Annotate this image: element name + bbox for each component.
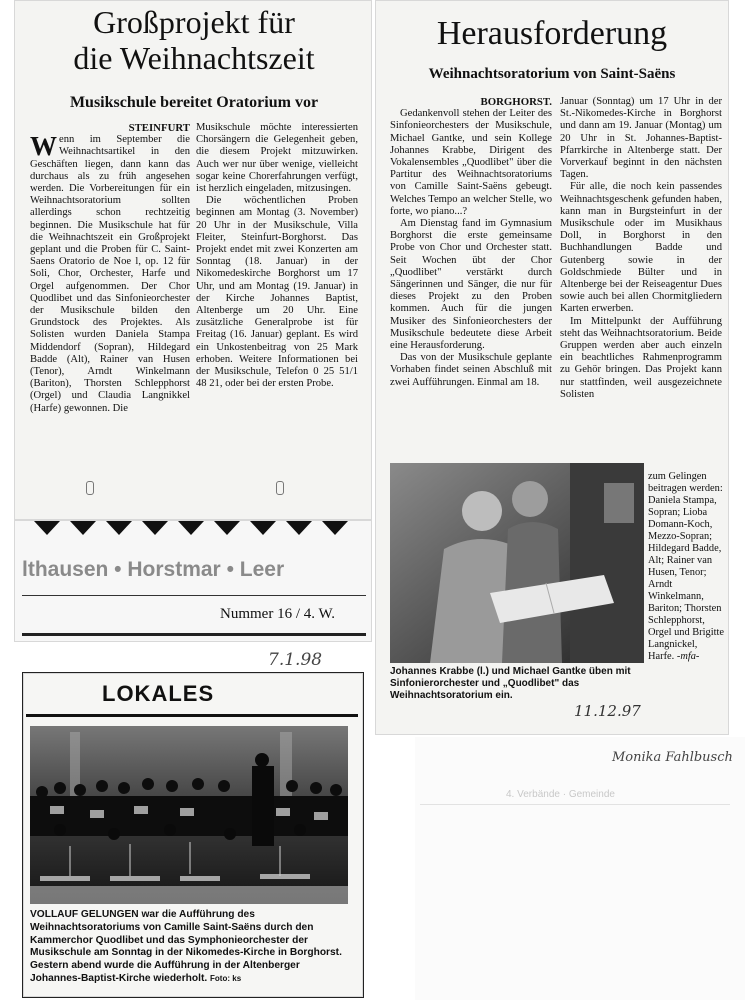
left-column-1-text: enn im September die Weihnachtsartikel in den Geschäften liegen, dann kann das durchaus als zu früh angesehen werden. Die Vorbereitungen für ein Weihnachtsoratorium sollten allerdings schon rechtzeitig beginnen. Die Musikschule hat für die Weihnachtszeit ein Großprojekt geplant und die Proben für C. Saint-Saens Oratorio de Noe l, op. 12 für Soli, Chor, Orchester, Harfe und Orgel aufgenommen. Der Chor Quodlibet und das Sinfonieorchester der Musikschule bilden den Grundstock des Projektes. Als Solisten wurden Daniela Stampa Middendorf (Sopran), Hildegard Badde (Alt), Rainer van Husen (Tenor), Arndt Winkelmann (Bariton), Thorsten Schlepphorst (Orgel) und Claudia Langnikkel (Harfe) gewonnen. Die bbox=[30, 134, 190, 414]
scallop-1 bbox=[34, 521, 60, 535]
paper-sheet-lower-right bbox=[415, 737, 745, 1000]
staple-mark-1 bbox=[86, 481, 94, 495]
choir-illustration bbox=[30, 726, 348, 904]
masthead-rule bbox=[22, 595, 366, 596]
faint-footer-rule bbox=[420, 804, 730, 805]
right-soloists-text: zum Gelingen beitragen werden: Daniela Stampa, Sopran; Lioba Domann-Koch, Mezzo-Sopran; Hildegard Badde, Alt; Rainer van Husen, Tenor; Arndt Winkelmann, Bariton; Thorsten Schlepphorst, Orgel und Brigitte Langnickel, Harfe. bbox=[648, 471, 724, 662]
right-headline: Herausforderung bbox=[436, 15, 668, 52]
right-photo-caption: Johannes Krabbe (l.) und Michael Gantke üben mit Sinfonierorchester und „Quodlibet" das Weihnachtsoratorium ein. bbox=[390, 666, 631, 701]
lokales-caption: VOLLAUF GELUNGEN war die Aufführung des Weihnachtsoratoriums von Camille Saint-Saëns durch den Kammerchor Quodlibet und das Symphonieorchester der Musikschule am Sonntag in der Nikomedes-Kirche in Borghorst. Gestern abend wurde die Aufführung in der Altenberger Johannes-Baptist-Kirche wiederholt. Foto: ks bbox=[30, 909, 342, 984]
left-column-2-paragraph-2: Die wöchentlichen Proben beginnen am Montag (3. November) 20 Uhr in der Musikschule, Villa Fleiter, Steinfurt-Borghorst. Das Projekt endet mit zwei Konzerten am Sonntag (18. Januar) in der Nikomedeskirche Borghorst um 17 Uhr, und am Montag (19. Januar) in der Kirche Johannes Baptist, Altenberge um 20 Uhr. Eine zusätzliche Generalprobe ist für Freitag (16. Januar) geplant. Es wird ein Unkostenbeitrag von 25 Mark erhoben. Weitere Informationen bei der Musikschule, Telefon 0 25 51/1 48 21, oder bei der ersten Probe. bbox=[196, 195, 358, 390]
left-column-2-paragraph-1: Musikschule möchte interessierten Chorsängern die Gelegenheit geben, die diesem Projekt mitzuwirken. Auch wer nur über wenige, vielleicht sogar keine Chorerfahrungen verfügt, ist herzlich eingeladen, mitzusingen. bbox=[196, 122, 358, 195]
masthead-rule-bottom bbox=[22, 633, 366, 636]
right-column-1-paragraph-3: Das von der Musikschule geplante Vorhaben findet seinen Abschluß mit zwei Aufführungen. Einmal am 18. bbox=[390, 352, 552, 388]
handwritten-date-right: 11.12.97 bbox=[574, 702, 641, 720]
masthead-issue: Nummer 16 / 4. W. bbox=[220, 606, 335, 622]
left-column-1 bbox=[30, 122, 190, 415]
scallop-6 bbox=[214, 521, 240, 535]
left-headline: Großprojekt für die Weihnachtszeit bbox=[73, 4, 315, 76]
left-dropcap: W bbox=[30, 131, 57, 162]
right-column-1-paragraph-1: Gedankenvoll stehen der Leiter des Sinfonieorchesters der Musikschule, Michael Gantke, und sein Kollege Johannes Krabbe, Dirigent des Vokalensembles „Quodlibet" über die Partitur des Weihnachtsoratoriums von Camille Saint-Saëns gebeugt. Welches Tempo an welcher Stelle, wo forte, wo piano...? bbox=[390, 108, 552, 217]
right-column-2-paragraph-3: Im Mittelpunkt der Aufführung steht das Weihnachtsoratorium. Beide Gruppen werden aber auch einzeln ein beachtliches Rahmenprogramm zu Gehör bringen. Das Projekt kann nur stattfinden, weil ausgezeichnete Solisten bbox=[560, 315, 722, 400]
scallop-4 bbox=[142, 521, 168, 535]
scallop-8 bbox=[286, 521, 312, 535]
left-subheadline: Musikschule bereitet Oratorium vor bbox=[69, 94, 319, 111]
right-author: -mfa- bbox=[676, 651, 700, 662]
staple-mark-2 bbox=[276, 481, 284, 495]
rehearsal-illustration bbox=[390, 463, 644, 663]
right-column-1 bbox=[390, 96, 552, 389]
right-column-2-paragraph-2: Für alle, die noch kein passendes Weihnachtsgeschenk gefunden haben, kann man in Burgsteinfurt in der Musikschule oder im Musikhaus Doll, in Borghorst in den Buchhandlungen Badde und Gutenberg sowie in der Goldschmiede Bülter und in Altenberge bei der Reiseagentur Dues sowie auch bei allen Chormitgliedern Karten erwerben. bbox=[560, 181, 722, 315]
right-column-1-paragraph-2: Am Dienstag fand im Gymnasium Borghorst die erste gemeinsame Probe von Chor und Orchester statt. Seit Wochen übt der Chor „Quodlibet" verstärkt durch Sängerinnen und Sänger, die nur für dieses Projekt zu den Proben kommen. Auch für die jungen Musiker des Sinfonieorchesters der Musikschule bedeutete diese Arbeit eine Herausforderung. bbox=[390, 218, 552, 352]
scallop-border bbox=[34, 521, 348, 535]
right-rehearsal-photo bbox=[390, 463, 644, 663]
lokales-photo-credit: Foto: ks bbox=[210, 973, 242, 983]
lokales-rule bbox=[26, 714, 358, 717]
scallop-7 bbox=[250, 521, 276, 535]
scallop-9 bbox=[322, 521, 348, 535]
right-column-2-paragraph-1: Januar (Sonntag) um 17 Uhr in der St.-Nikomedes-Kirche in Borghorst und dann am 19. Januar (Montag) um 20 Uhr in St. Johannes-Baptist-Pfarrkirche in Altenberge statt. Der Vorverkauf beginnt in den nächsten Tagen. bbox=[560, 96, 722, 181]
right-column-2-continued bbox=[648, 471, 724, 663]
lokales-choir-photo bbox=[30, 726, 348, 904]
scallop-2 bbox=[70, 521, 96, 535]
right-subheadline: Weihnachtsoratorium von Saint-Saëns bbox=[428, 66, 676, 82]
left-dateline: STEINFURT bbox=[128, 122, 190, 134]
right-column-2 bbox=[560, 96, 722, 401]
handwritten-signature: Monika Fahlbusch bbox=[612, 750, 733, 765]
scallop-3 bbox=[106, 521, 132, 535]
masthead-towns: lthausen • Horstmar • Leer bbox=[22, 558, 285, 581]
lokales-label: LOKALES bbox=[102, 681, 215, 706]
left-column-2 bbox=[196, 122, 358, 390]
scallop-5 bbox=[178, 521, 204, 535]
right-dateline: BORGHORST. bbox=[480, 96, 552, 108]
handwritten-date-left: 7.1.98 bbox=[268, 650, 323, 670]
faint-footer-text: 4. Verbände · Gemeinde bbox=[506, 789, 615, 800]
